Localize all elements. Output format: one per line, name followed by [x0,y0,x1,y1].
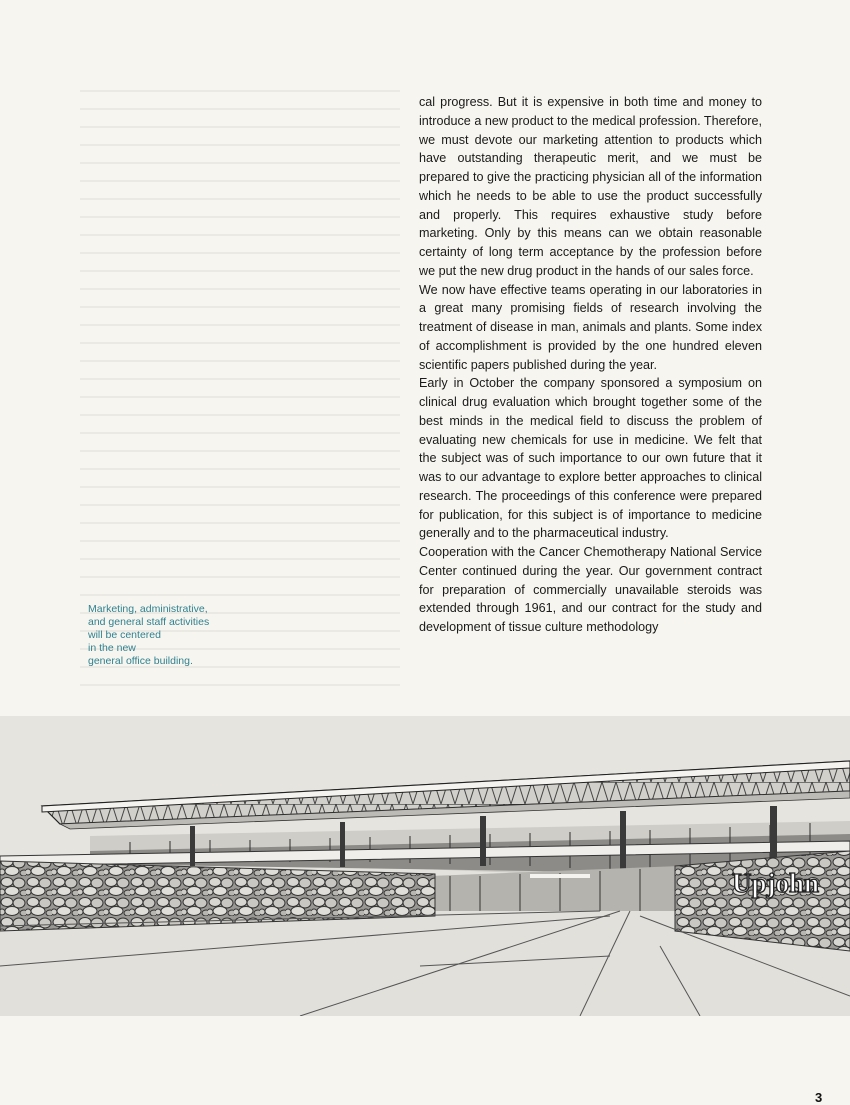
photo-caption [88,603,238,668]
paragraph: Cooperation with the Cancer Chemotherapy National Service Center continued during the year. Our government contract for preparation of commercially unavailable steroids was extended through 1961, and our contract for the study and development of tissue culture methodology [419,545,762,634]
caption-line: general office building. [88,655,193,668]
building-illustration [0,716,850,1016]
caption-line: Marketing, administrative, [88,603,208,615]
building-drawing [0,716,850,1016]
caption-line: and general staff activities [88,616,210,629]
show-through-text [80,90,400,690]
caption-line: will be centered [88,629,161,642]
paragraph: cal progress. But it is expensive in both time and money to introduce a new product to the medical profession. Therefore, we must devote our marketing attention to products which have outstanding therapeutic merit, and we must be prepared to give the practicing physician all of the information which he needs to be able to use the product successfully and properly. This requires exhaustive study before marketing. Only by this means can we obtain reasonable certainty of long term acceptance by the profession before we put the new drug product in the hands of our sales force. [419,95,762,278]
sign-text: Upjohn [732,868,820,898]
paragraph: We now have effective teams operating in our laboratories in a great many promising fields of research involving the treatment of disease in man, animals and plants. Some index of accomplishment is provided by the one hundred eleven scientific papers published during the year. [419,282,762,372]
paragraph: Early in October the company sponsored a symposium on clinical drug evaluation which brought together some of the best minds in the medical field to discuss the problem of evaluating new chemicals for use in medicine. We felt that the subject was of such importance to our own future that it was to our advantage to explore better approaches to clinical research. The proceedings of this conference were prepared for publication, for this subject is of importance to medicine generally and to the pharmaceutical industry. [419,376,762,541]
body-text-column [419,93,762,637]
page-number: 3 [815,1090,823,1105]
caption-line: in the new [88,642,136,655]
